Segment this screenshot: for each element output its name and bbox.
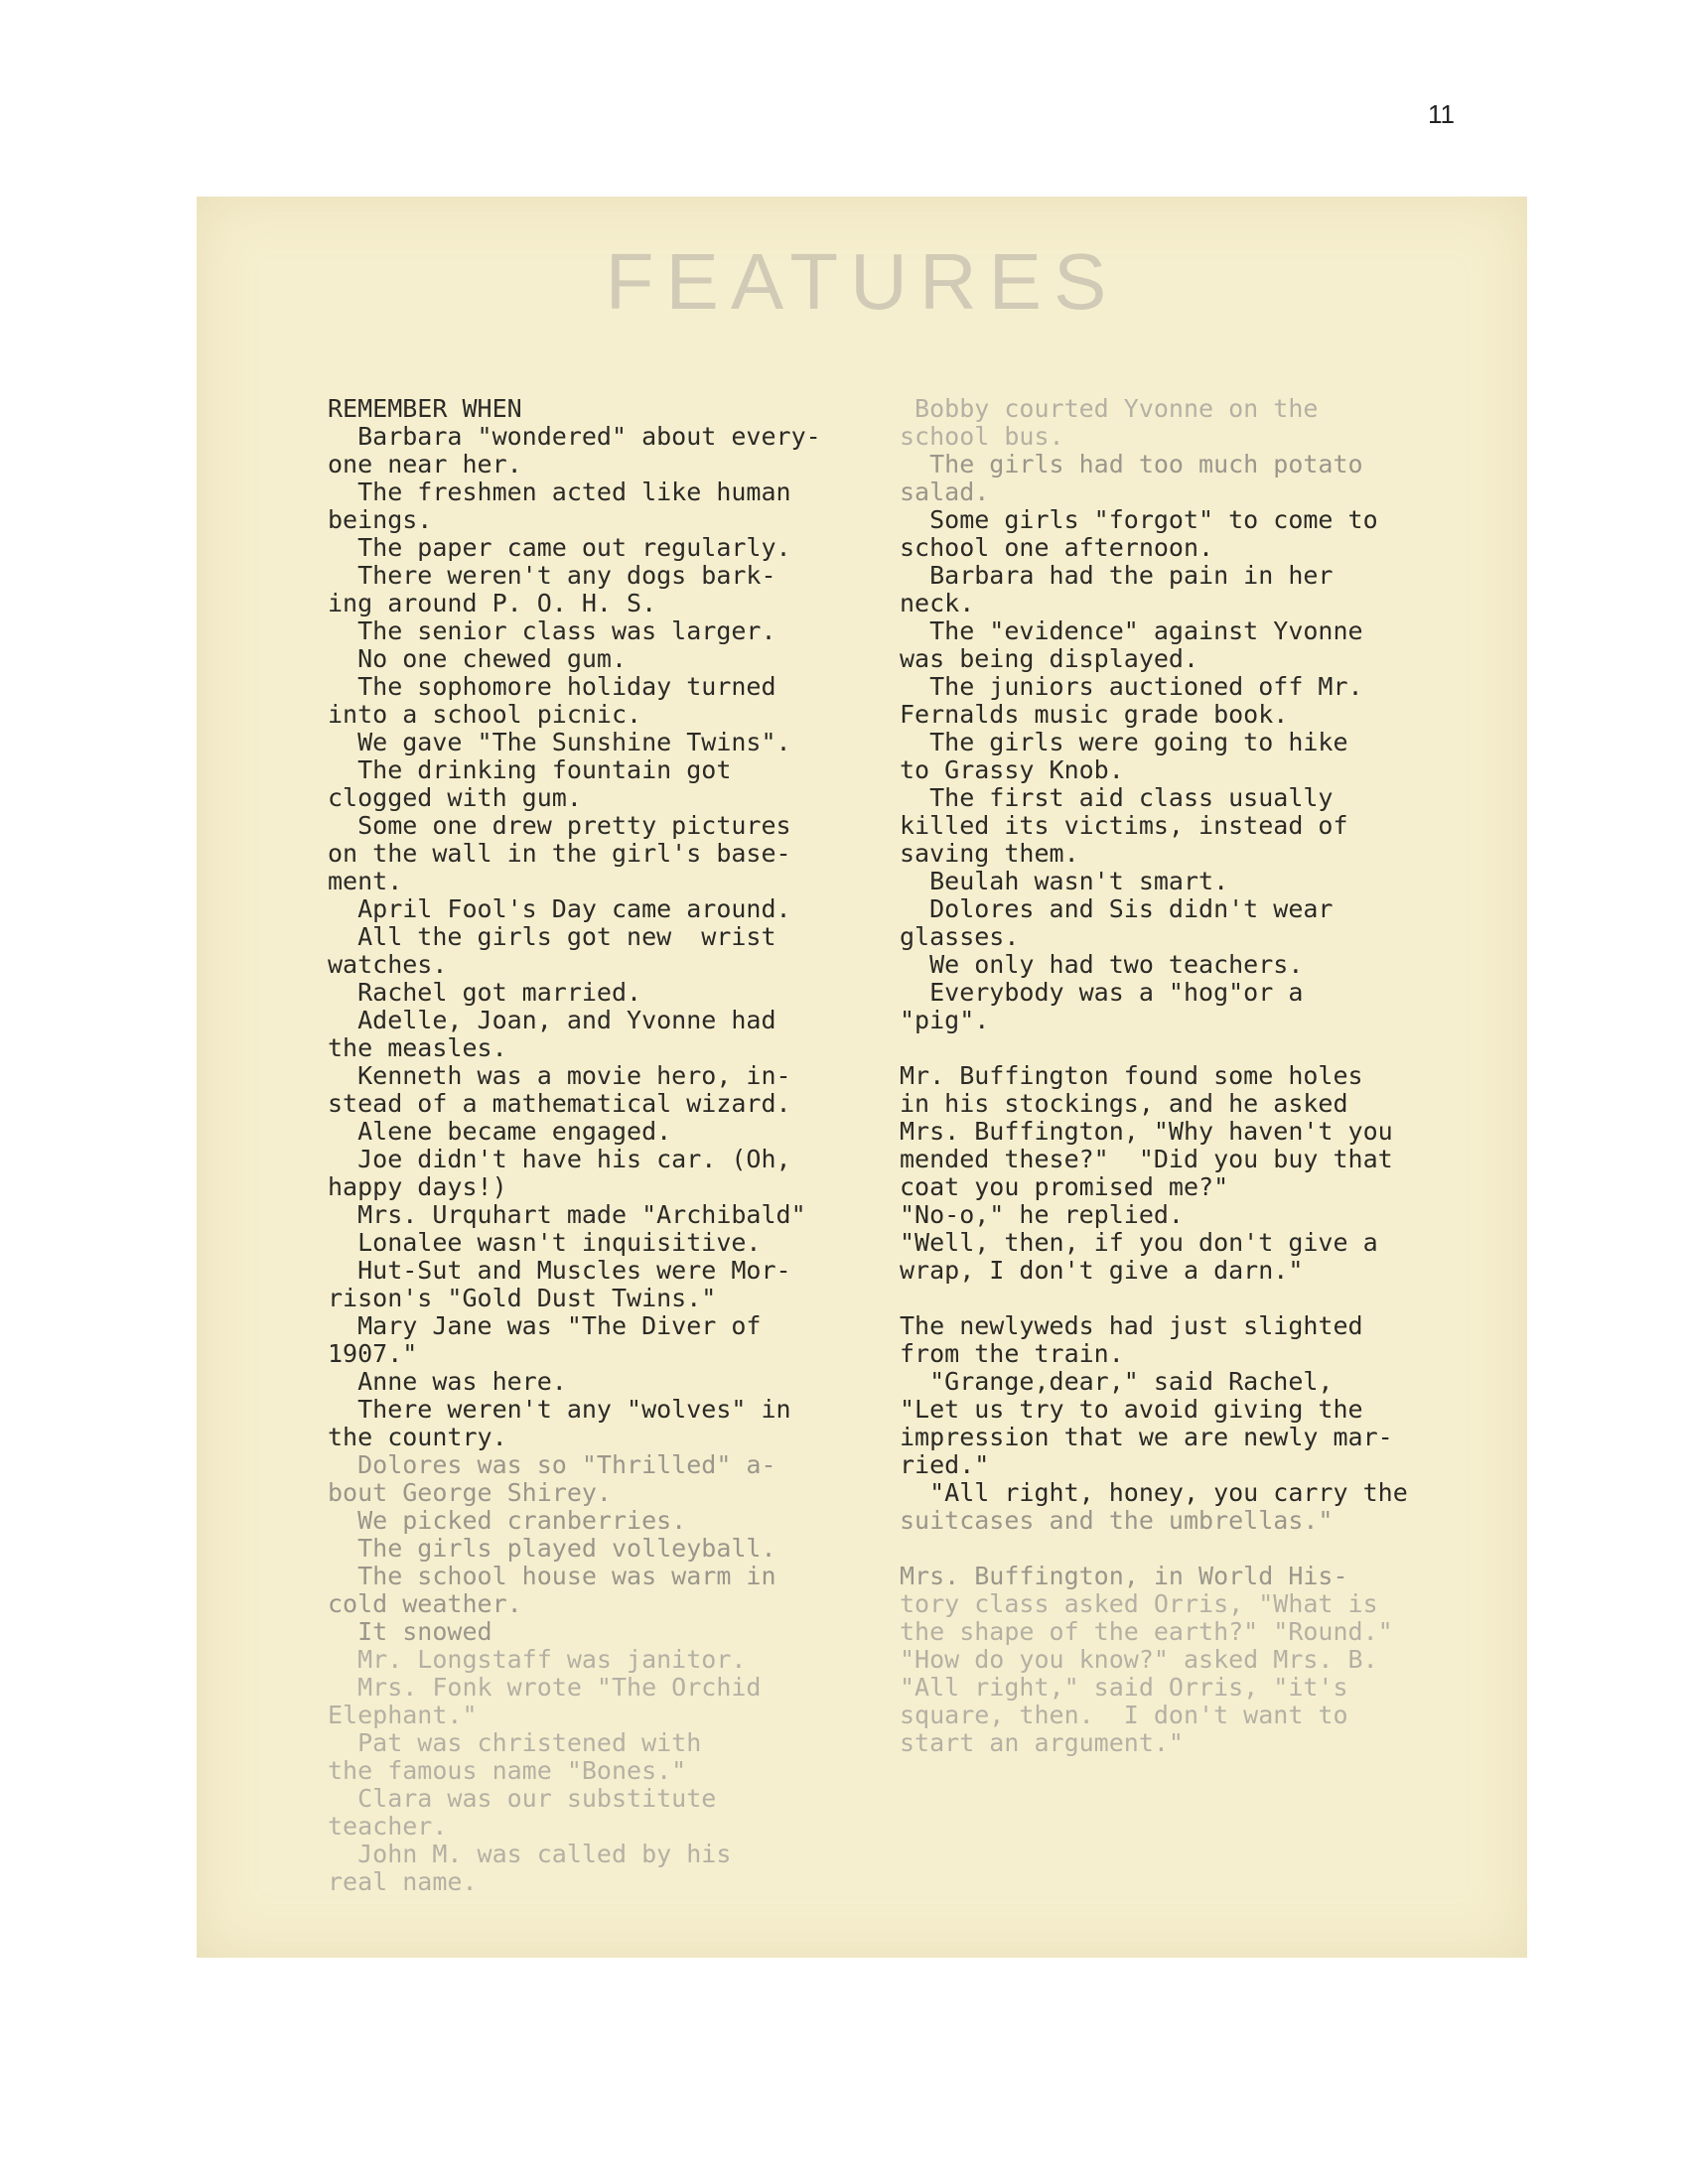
text-line: was being displayed.: [900, 644, 1199, 673]
text-line: Joe didn't have his car. (Oh,: [328, 1145, 791, 1173]
text-line: No one chewed gum.: [328, 644, 628, 673]
text-line: Some girls "forgot" to come to: [900, 505, 1378, 534]
text-line: glasses.: [900, 922, 1020, 951]
text-line: real name.: [328, 1867, 478, 1896]
text-line: the famous name "Bones.": [328, 1756, 687, 1785]
text-line: Clara was our substitute: [328, 1784, 717, 1813]
text-line: John M. was called by his: [328, 1840, 732, 1868]
text-line: square, then. I don't want to: [900, 1701, 1348, 1729]
text-line: happy days!): [328, 1172, 507, 1201]
text-line: bout George Shirey.: [328, 1478, 612, 1507]
text-line: coat you promised me?": [900, 1172, 1229, 1201]
text-line: killed its victims, instead of: [900, 811, 1348, 840]
text-line: There weren't any dogs bark-: [328, 561, 776, 590]
text-line: mended these?" "Did you buy that: [900, 1145, 1393, 1173]
text-line: There weren't any "wolves" in: [328, 1395, 791, 1424]
text-line: salad.: [900, 478, 990, 506]
text-line: into a school picnic.: [328, 700, 642, 729]
text-line: one near her.: [328, 450, 522, 478]
text-line: teacher.: [328, 1812, 448, 1841]
text-line: suitcases and the umbrellas.": [900, 1506, 1334, 1535]
text-line: neck.: [900, 589, 975, 617]
text-line: 1907.": [328, 1339, 418, 1368]
text-line: We picked cranberries.: [328, 1506, 687, 1535]
text-line: We only had two teachers.: [900, 950, 1304, 979]
text-line: ing around P. O. H. S.: [328, 589, 657, 617]
text-line: tory class asked Orris, "What is: [900, 1589, 1378, 1618]
text-line: "pig".: [900, 1006, 990, 1034]
text-line: The drinking fountain got: [328, 755, 732, 784]
text-line: All the girls got new wrist: [328, 922, 776, 951]
text-line: start an argument.": [900, 1728, 1184, 1757]
text-line: The freshmen acted like human: [328, 478, 791, 506]
text-line: in his stockings, and he asked: [900, 1089, 1348, 1118]
text-line: Alene became engaged.: [328, 1117, 672, 1146]
text-line: ment.: [328, 867, 403, 895]
text-line: Mr. Longstaff was janitor.: [328, 1645, 747, 1674]
text-line: "No-o," he replied.: [900, 1200, 1184, 1229]
text-line: Pat was christened with: [328, 1728, 702, 1757]
text-line: Mary Jane was "The Diver of: [328, 1311, 762, 1340]
text-line: Barbara "wondered" about every-: [328, 422, 821, 451]
text-line: "Well, then, if you don't give a: [900, 1228, 1378, 1257]
text-line: The sophomore holiday turned: [328, 672, 776, 701]
text-line: Adelle, Joan, and Yvonne had: [328, 1006, 776, 1034]
text-line: "Let us try to avoid giving the: [900, 1395, 1363, 1424]
text-line: saving them.: [900, 839, 1079, 868]
text-line: Barbara had the pain in her: [900, 561, 1334, 590]
text-line: The first aid class usually: [900, 783, 1334, 812]
text-line: It snowed: [328, 1617, 492, 1646]
text-line: ried.": [900, 1450, 990, 1479]
text-line: Dolores was so "Thrilled" a-: [328, 1450, 776, 1479]
page-number: 11: [1428, 99, 1455, 129]
text-line: impression that we are newly mar-: [900, 1423, 1393, 1451]
text-line: Kenneth was a movie hero, in-: [328, 1061, 791, 1090]
right-column: [900, 395, 1515, 1757]
text-line: [900, 1535, 1515, 1563]
text-line: Beulah wasn't smart.: [900, 867, 1229, 895]
headline: FEATURES: [605, 237, 1119, 326]
text-line: The "evidence" against Yvonne: [900, 616, 1363, 645]
text-line: "All right, honey, you carry the: [900, 1478, 1408, 1507]
text-line: Mr. Buffington found some holes: [900, 1061, 1363, 1090]
text-line: "How do you know?" asked Mrs. B.: [900, 1645, 1378, 1674]
text-line: The girls were going to hike: [900, 728, 1348, 756]
text-line: the shape of the earth?" "Round.": [900, 1617, 1393, 1646]
text-line: rison's "Gold Dust Twins.": [328, 1284, 717, 1312]
text-line: stead of a mathematical wizard.: [328, 1089, 791, 1118]
text-line: The girls had too much potato: [900, 450, 1363, 478]
text-line: school one afternoon.: [900, 533, 1214, 562]
text-line: The juniors auctioned off Mr.: [900, 672, 1363, 701]
text-line: The paper came out regularly.: [328, 533, 791, 562]
text-line: We gave "The Sunshine Twins".: [328, 728, 791, 756]
text-line: Anne was here.: [328, 1367, 567, 1396]
text-line: REMEMBER WHEN: [328, 394, 522, 423]
text-line: Rachel got married.: [328, 978, 642, 1007]
text-line: on the wall in the girl's base-: [328, 839, 791, 868]
text-line: watches.: [328, 950, 448, 979]
text-line: The senior class was larger.: [328, 616, 776, 645]
text-line: school bus.: [900, 422, 1064, 451]
text-line: Bobby courted Yvonne on the: [900, 394, 1319, 423]
text-line: Dolores and Sis didn't wear: [900, 894, 1334, 923]
text-line: Mrs. Buffington, in World His-: [900, 1562, 1348, 1590]
text-line: [900, 1285, 1515, 1312]
text-line: the country.: [328, 1423, 507, 1451]
text-line: The newlyweds had just slighted: [900, 1311, 1363, 1340]
text-line: April Fool's Day came around.: [328, 894, 791, 923]
text-line: "Grange,dear," said Rachel,: [900, 1367, 1334, 1396]
scanned-sheet: [197, 197, 1527, 1958]
text-line: Mrs. Fonk wrote "The Orchid: [328, 1673, 762, 1702]
text-line: the measles.: [328, 1033, 507, 1062]
text-line: "All right," said Orris, "it's: [900, 1673, 1348, 1702]
text-line: Mrs. Buffington, "Why haven't you: [900, 1117, 1393, 1146]
text-line: [900, 1034, 1515, 1062]
text-line: clogged with gum.: [328, 783, 582, 812]
text-line: Fernalds music grade book.: [900, 700, 1289, 729]
text-line: Everybody was a "hog"or a: [900, 978, 1304, 1007]
text-line: from the train.: [900, 1339, 1124, 1368]
text-line: The girls played volleyball.: [328, 1534, 776, 1563]
text-line: Mrs. Urquhart made "Archibald": [328, 1200, 806, 1229]
text-line: beings.: [328, 505, 433, 534]
text-line: Elephant.": [328, 1701, 478, 1729]
left-column: [328, 395, 884, 1896]
text-line: cold weather.: [328, 1589, 522, 1618]
text-line: to Grassy Knob.: [900, 755, 1124, 784]
text-line: Some one drew pretty pictures: [328, 811, 791, 840]
text-line: wrap, I don't give a darn.": [900, 1256, 1304, 1285]
text-line: The school house was warm in: [328, 1562, 776, 1590]
text-line: Lonalee wasn't inquisitive.: [328, 1228, 762, 1257]
text-line: Hut-Sut and Muscles were Mor-: [328, 1256, 791, 1285]
